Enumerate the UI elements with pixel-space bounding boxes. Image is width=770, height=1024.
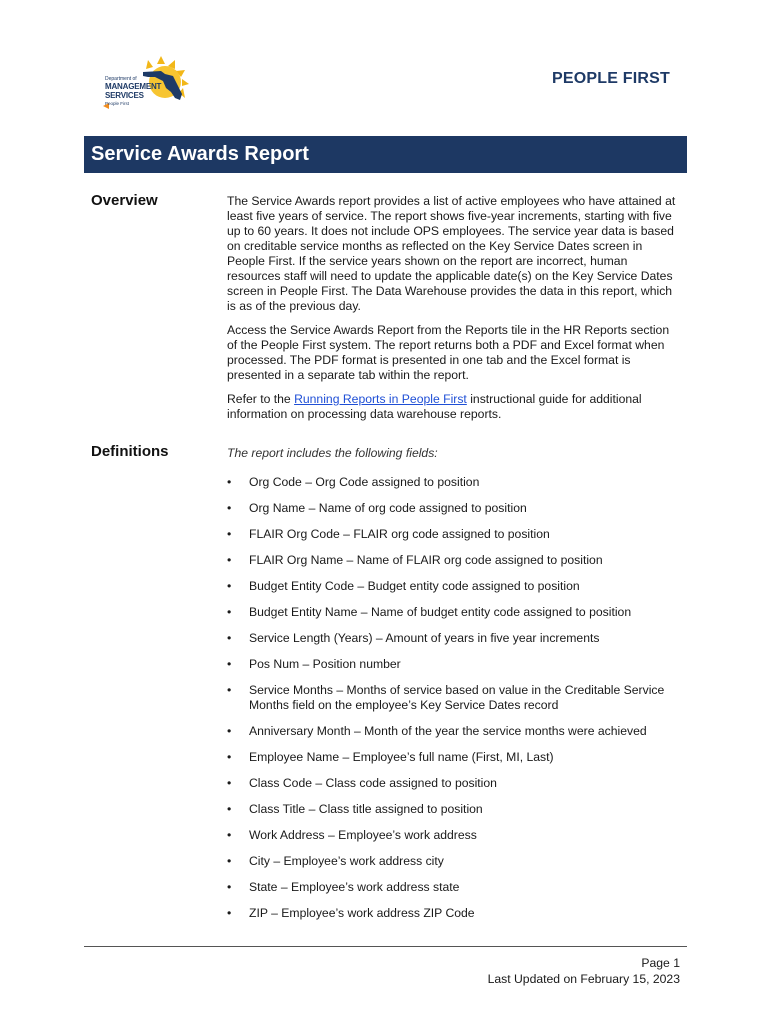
field-definition: Budget Entity Name – Name of budget entity code assigned to position (249, 605, 632, 619)
overview-heading: Overview (91, 192, 158, 209)
running-reports-link[interactable]: Running Reports in People First (294, 392, 467, 406)
bullet-icon: • (227, 579, 232, 593)
field-definition: Service Months – Months of service based on value in the Creditable Service Months field on the employee’s Key Service Dates record (249, 683, 665, 712)
list-item (227, 657, 682, 672)
bullet-icon: • (227, 724, 232, 738)
field-definition: Class Code – Class code assigned to position (249, 776, 497, 790)
title-banner (84, 136, 687, 173)
last-updated: Last Updated on February 15, 2023 (487, 972, 680, 986)
field-definition: Anniversary Month – Month of the year the service months were achieved (249, 724, 647, 738)
field-definition: State – Employee’s work address state (249, 880, 460, 894)
page-title: Service Awards Report (91, 143, 309, 165)
field-definition: Org Name – Name of org code assigned to position (249, 501, 527, 515)
list-item (227, 475, 682, 490)
overview-paragraph-1: The Service Awards report provides a list of active employees who have attained at least five years of service. The report shows five-year increments, starting with five up to 60 years. It does not include OPS employees. The service year data is based on creditable service months as reflected on the Key Service Dates screen in People First. If the service years shown on the report are incorrect, human resources staff will need to update the applicable date(s) on the Key Service Dates screen in People First. The Data Warehouse provides the data in this report, which is as of the previous day. (227, 194, 676, 313)
bullet-icon: • (227, 683, 232, 697)
definitions-intro: The report includes the following fields: (227, 446, 438, 460)
list-item (227, 527, 682, 542)
bullet-icon: • (227, 501, 232, 515)
list-item (227, 631, 682, 646)
list-item (227, 776, 682, 791)
logo-line-people-first: People First (105, 101, 130, 106)
bullet-icon: • (227, 475, 232, 489)
bullet-icon: • (227, 750, 232, 764)
field-definition: City – Employee’s work address city (249, 854, 444, 868)
definitions-heading: Definitions (91, 443, 169, 460)
bullet-icon: • (227, 631, 232, 645)
bullet-icon: • (227, 657, 232, 671)
bullet-icon: • (227, 880, 232, 894)
page-footer (488, 955, 680, 987)
field-definition: Class Title – Class title assigned to position (249, 802, 483, 816)
bullet-icon: • (227, 854, 232, 868)
field-definition: Pos Num – Position number (249, 657, 401, 671)
dms-logo (103, 54, 193, 110)
list-item (227, 802, 682, 817)
list-item (227, 906, 682, 921)
list-item (227, 828, 682, 843)
bullet-icon: • (227, 802, 232, 816)
field-definition: Org Code – Org Code assigned to position (249, 475, 480, 489)
field-definition: ZIP – Employee’s work address ZIP Code (249, 906, 475, 920)
overview-paragraph-2: Access the Service Awards Report from the Reports tile in the HR Reports section of the People First system. The report returns both a PDF and Excel format when processed. The PDF format is presented in one tab and the Excel format is presented in a separate tab within the report. (227, 323, 670, 382)
overview-body (227, 194, 682, 431)
bullet-icon: • (227, 828, 232, 842)
people-first-brand: PEOPLE FIRST (552, 70, 670, 87)
list-item (227, 579, 682, 594)
overview-paragraph-3 (227, 392, 682, 422)
list-item (227, 501, 682, 516)
field-list (227, 475, 682, 932)
list-item (227, 683, 682, 713)
field-definition: Budget Entity Code – Budget entity code assigned to position (249, 579, 580, 593)
bullet-icon: • (227, 527, 232, 541)
list-item (227, 854, 682, 869)
footer-divider (84, 946, 687, 947)
list-item (227, 724, 682, 739)
bullet-icon: • (227, 906, 232, 920)
bullet-icon: • (227, 553, 232, 567)
field-definition: FLAIR Org Name – Name of FLAIR org code assigned to position (249, 553, 603, 567)
logo-line-dept: Department of (105, 76, 137, 82)
list-item (227, 553, 682, 568)
field-definition: Employee Name – Employee’s full name (First, MI, Last) (249, 750, 554, 764)
field-definition: Service Length (Years) – Amount of years in five year increments (249, 631, 600, 645)
logo-line-management: MANAGEMENT (105, 82, 162, 91)
list-item (227, 880, 682, 895)
field-definition: Work Address – Employee’s work address (249, 828, 477, 842)
bullet-icon: • (227, 605, 232, 619)
page-number: Page 1 (641, 956, 680, 970)
list-item (227, 605, 682, 620)
refer-text-tail: instructional guide for additional information on processing data warehouse reports. (227, 392, 642, 421)
bullet-icon: • (227, 776, 232, 790)
field-definition: FLAIR Org Code – FLAIR org code assigned to position (249, 527, 550, 541)
list-item (227, 750, 682, 765)
logo-line-services: SERVICES (105, 91, 144, 100)
refer-text: Refer to the (227, 392, 295, 406)
